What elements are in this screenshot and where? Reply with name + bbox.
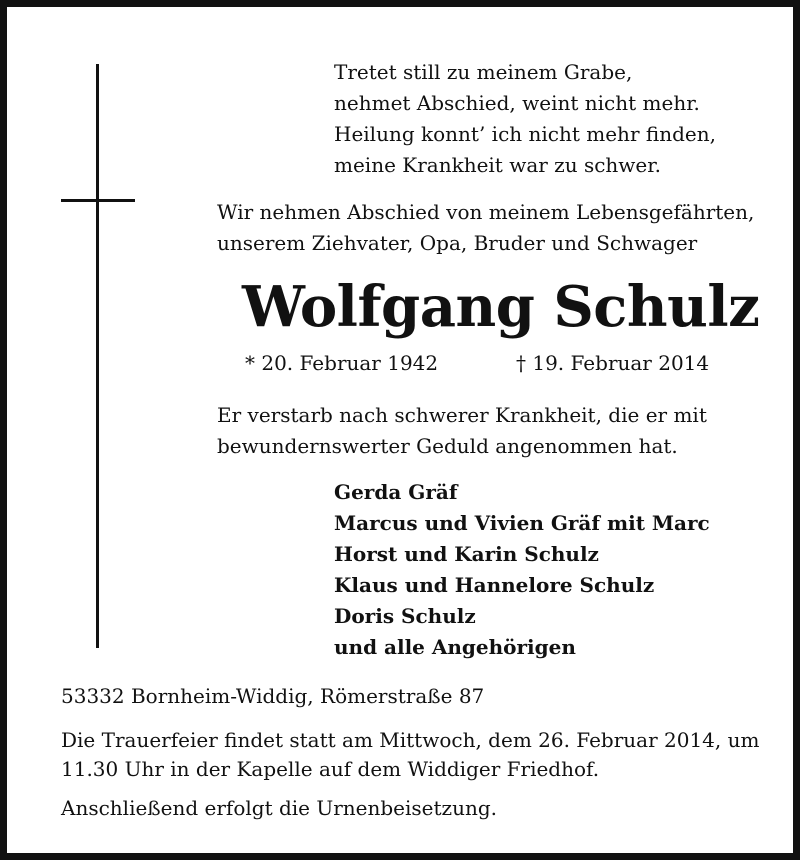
mourner: Klaus und Hannelore Schulz xyxy=(334,573,655,597)
cross-vertical-bar xyxy=(96,64,99,648)
cross-horizontal-bar xyxy=(61,199,135,202)
birth-date: * 20. Februar 1942 xyxy=(245,351,439,375)
funeral-line: 11.30 Uhr in der Kapelle auf dem Widdiger Friedhof. xyxy=(61,757,600,781)
mourner: Horst und Karin Schulz xyxy=(334,542,599,566)
intro-line: Wir nehmen Abschied von meinem Lebensgefährten, xyxy=(217,200,755,224)
poem-line: Heilung konnt’ ich nicht mehr finden, xyxy=(334,122,716,146)
poem-line: nehmet Abschied, weint nicht mehr. xyxy=(334,91,700,115)
farewell-intro xyxy=(217,197,754,259)
intro-line: unserem Ziehvater, Opa, Bruder und Schwager xyxy=(217,231,698,255)
cause-line: bewundernswerter Geduld angenommen hat. xyxy=(217,434,678,458)
mourners-list xyxy=(334,477,710,663)
address: 53332 Bornheim-Widdig, Römerstraße 87 xyxy=(61,684,485,708)
funeral-info xyxy=(61,726,759,784)
poem xyxy=(334,57,716,181)
deceased-name: Wolfgang Schulz xyxy=(242,274,760,340)
poem-line: Tretet still zu meinem Grabe, xyxy=(334,60,633,84)
cause-line: Er verstarb nach schwerer Krankheit, die er mit xyxy=(217,403,707,427)
urn-burial-note: Anschließend erfolgt die Urnenbeisetzung. xyxy=(61,796,498,820)
mourner: Marcus und Vivien Gräf mit Marc xyxy=(334,511,710,535)
poem-line: meine Krankheit war zu schwer. xyxy=(334,153,661,177)
death-date: † 19. Februar 2014 xyxy=(516,351,710,375)
mourner: und alle Angehörigen xyxy=(334,635,576,659)
cause-of-death-text xyxy=(217,400,707,462)
mourner: Gerda Gräf xyxy=(334,480,458,504)
mourner: Doris Schulz xyxy=(334,604,476,628)
funeral-line: Die Trauerfeier findet statt am Mittwoch, dem 26. Februar 2014, um xyxy=(61,728,760,752)
